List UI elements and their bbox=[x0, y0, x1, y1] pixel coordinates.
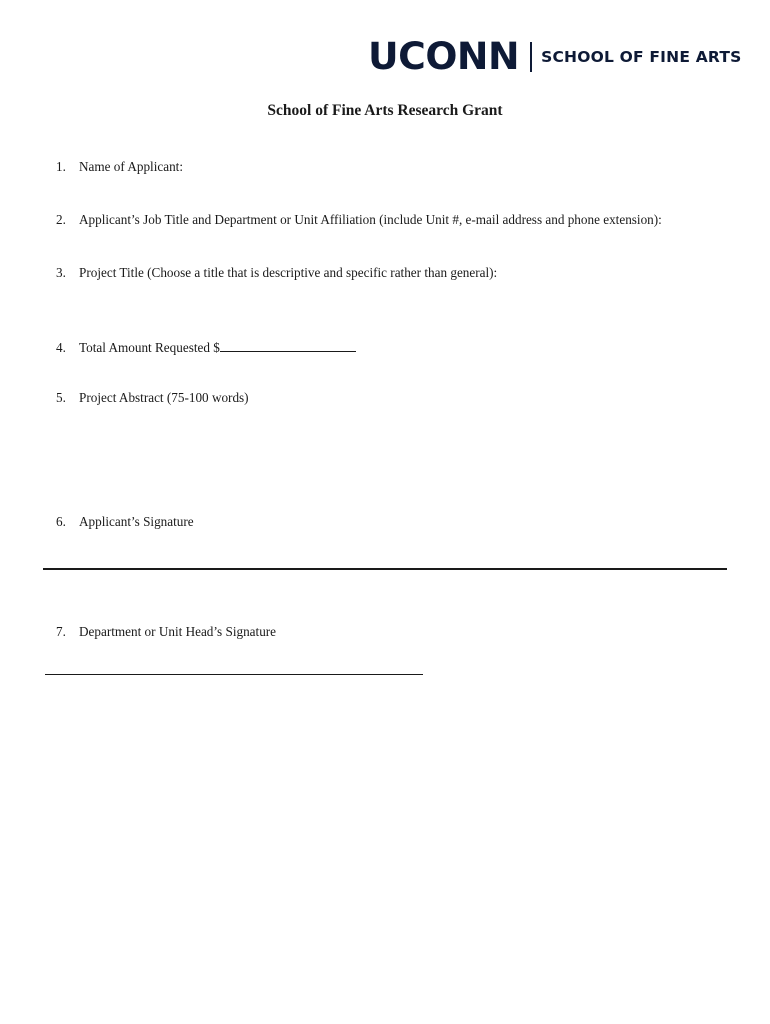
item-label: Applicant’s Signature bbox=[79, 514, 194, 529]
item-department-head-signature bbox=[56, 624, 276, 640]
item-label: Total Amount Requested $ bbox=[79, 340, 220, 355]
item-label: Applicant’s Job Title and Department or Unit Affiliation (include Unit #, e-mail address and phone extension): bbox=[79, 212, 662, 227]
amount-input-line[interactable] bbox=[220, 337, 356, 352]
logo-school-name: SCHOOL OF FINE ARTS bbox=[541, 48, 742, 66]
item-number: 3. bbox=[56, 265, 66, 280]
item-number: 2. bbox=[56, 212, 66, 227]
item-project-title bbox=[56, 265, 497, 281]
logo-wordmark: UCONN bbox=[368, 35, 520, 78]
item-label: Project Abstract (75-100 words) bbox=[79, 390, 249, 405]
item-name-of-applicant bbox=[56, 159, 183, 175]
document-title: School of Fine Arts Research Grant bbox=[267, 102, 503, 119]
item-project-abstract bbox=[56, 390, 249, 406]
item-number: 1. bbox=[56, 159, 66, 174]
item-number: 5. bbox=[56, 390, 66, 405]
item-label: Project Title (Choose a title that is descriptive and specific rather than general): bbox=[79, 265, 498, 280]
applicant-signature-line[interactable] bbox=[43, 568, 727, 570]
item-number: 6. bbox=[56, 514, 66, 529]
item-job-title bbox=[56, 212, 662, 228]
item-label: Name of Applicant: bbox=[79, 159, 184, 174]
item-number: 4. bbox=[56, 340, 66, 355]
item-number: 7. bbox=[56, 624, 66, 639]
item-total-amount bbox=[56, 337, 356, 356]
item-applicant-signature bbox=[56, 514, 194, 530]
logo-divider bbox=[530, 42, 532, 72]
item-label: Department or Unit Head’s Signature bbox=[79, 624, 277, 639]
uconn-logo bbox=[368, 35, 742, 78]
department-head-signature-line[interactable] bbox=[45, 674, 423, 675]
